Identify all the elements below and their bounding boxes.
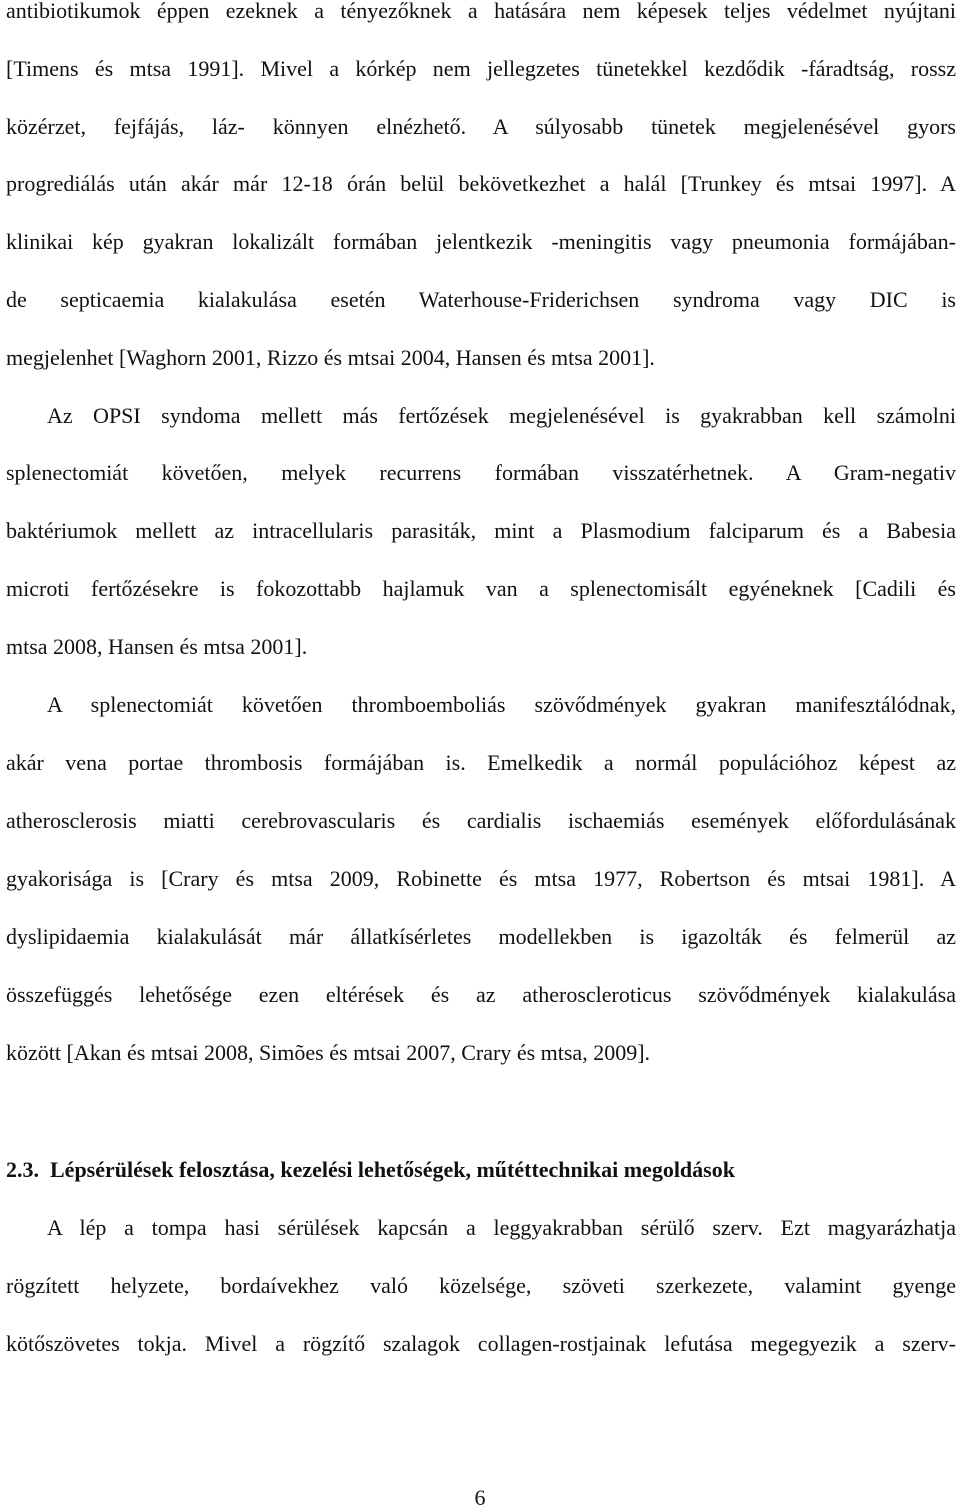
body-text-line: mtsa 2008, Hansen és mtsa 2001]. xyxy=(6,634,308,659)
section-title: Lépsérülések felosztása, kezelési lehetőségek, műtéttechnikai megoldások xyxy=(50,1157,735,1182)
body-text-line: Az OPSI syndoma mellett más fertőzések megjelenésével is gyakrabban kell számolni xyxy=(47,403,956,428)
body-text-line: atherosclerosis miatti cerebrovascularis és cardialis ischaemiás események előfordulásának xyxy=(6,808,956,833)
body-text-line: baktériumok mellett az intracellularis parasiták, mint a Plasmodium falciparum és a Babesia xyxy=(6,518,956,543)
body-text-line: progrediálás után akár már 12-18 órán belül bekövetkezhet a halál [Trunkey és mtsai 1997]. A xyxy=(6,171,956,196)
page-number: 6 xyxy=(474,1485,486,1510)
body-text-line: microti fertőzésekre is fokozottabb hajlamuk van a splenectomisált egyéneknek [Cadili és xyxy=(6,576,956,601)
body-text-line: közérzet, fejfájás, láz- könnyen elnézhető. A súlyosabb tünetek megjelenésével gyors xyxy=(6,114,956,139)
body-text-line: splenectomiát követően, melyek recurrens formában visszatérhetnek. A Gram-negativ xyxy=(6,460,956,485)
body-text-line: akár vena portae thrombosis formájában is. Emelkedik a normál populációhoz képest az xyxy=(6,750,956,775)
body-text-line: [Timens és mtsa 1991]. Mivel a kórkép nem jellegzetes tünetekkel kezdődik -fáradtság, rossz xyxy=(6,56,956,81)
body-text-line: A lép a tompa hasi sérülések kapcsán a leggyakrabban sérülő szerv. Ezt magyarázhatja xyxy=(47,1215,956,1240)
body-text-line: de septicaemia kialakulása esetén Waterhouse-Friderichsen syndroma vagy DIC is xyxy=(6,287,956,312)
body-text-line: A splenectomiát követően thromboemboliás szövődmények gyakran manifesztálódnak, xyxy=(47,692,956,717)
body-text-line: antibiotikumok éppen ezeknek a tényezőknek a hatására nem képesek teljes védelmet nyújtani xyxy=(6,0,956,23)
body-text-line: összefüggés lehetősége ezen eltérések és az atheroscleroticus szövődmények kialakulása xyxy=(6,982,956,1007)
section-heading xyxy=(6,1157,735,1183)
body-text-line: kötőszövetes tokja. Mivel a rögzítő szalagok collagen-rostjainak lefutása megegyezik a szerv- xyxy=(6,1331,956,1356)
body-text-line: megjelenhet [Waghorn 2001, Rizzo és mtsai 2004, Hansen és mtsa 2001]. xyxy=(6,345,655,370)
section-number: 2.3. xyxy=(6,1157,39,1182)
body-text-line: rögzített helyzete, bordaívekhez való közelsége, szöveti szerkezete, valamint gyenge xyxy=(6,1273,956,1298)
body-text-line: gyakorisága is [Crary és mtsa 2009, Robinette és mtsa 1977, Robertson és mtsai 1981]. A xyxy=(6,866,956,891)
body-text-line: dyslipidaemia kialakulását már állatkísérletes modellekben is igazolták és felmerül az xyxy=(6,924,956,949)
body-text-line: klinikai kép gyakran lokalizált formában jelentkezik -meningitis vagy pneumonia formájában- xyxy=(6,229,956,254)
body-text-line: között [Akan és mtsai 2008, Simões és mtsai 2007, Crary és mtsa, 2009]. xyxy=(6,1040,651,1065)
